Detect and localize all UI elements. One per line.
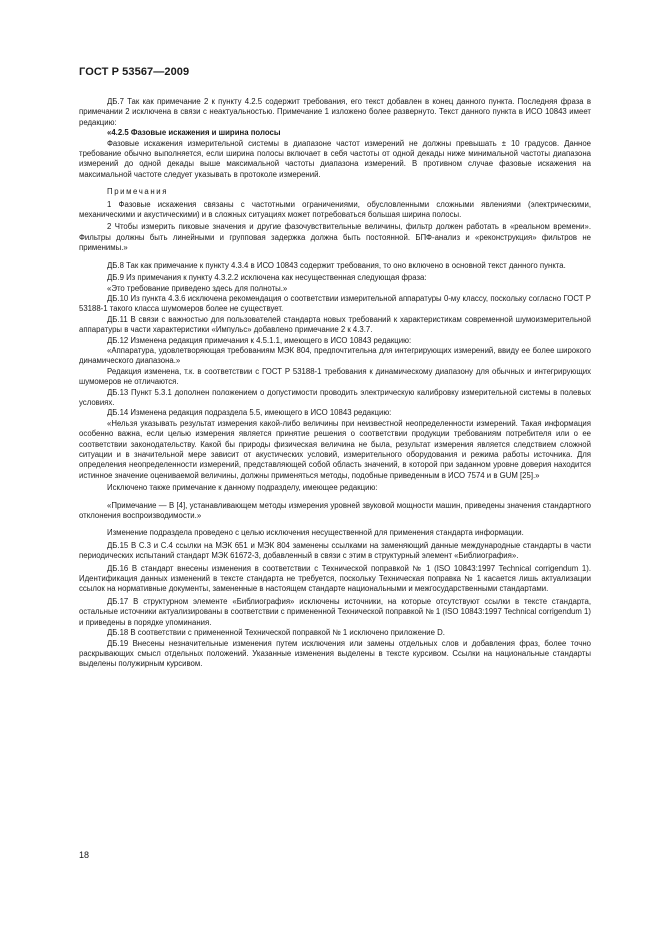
paragraph-db13: ДБ.13 Пункт 5.3.1 дополнен положением о допустимости проводить электрическую калибровку измерительной системы в полевых условиях.: [79, 387, 591, 407]
paragraph-db16: ДБ.16 В стандарт внесены изменения в соответствии с Технической поправкой № 1 (ISO 10843:1997 Technical corrigendum 1). Идентификация данных изменений в тексте стандарта не требуется, поскольку Техническая поправка № 1 касается лишь актуализации ссылок на нормативные документы, замененные в настоящем стандарте национальными и межгосударственными стандартами.: [79, 563, 591, 594]
clause-heading-4-2-5: «4.2.5 Фазовые искажения и ширина полосы: [107, 128, 281, 138]
paragraph-db12: ДБ.12 Изменена редакция примечания к 4.5.1.1, имеющего в ИСО 10843 редакцию:: [107, 335, 412, 345]
document-header: ГОСТ Р 53567—2009: [79, 66, 190, 78]
paragraph-db14-note-quote: «Примечание — В [4], устанавливающем методы измерения уровней звуковой мощности машин, приведены значения стандартного отклонения воспроизводимости.»: [79, 500, 591, 521]
paragraph-db15: ДБ.15 В С.3 и С.4 ссылки на МЭК 651 и МЭК 804 заменены ссылками на заменяющий данные международные стандарты в части периодических испытаний стандарт МЭК 61672-3, добавленный в связи с этим в структурный элемент «Библиография».: [79, 540, 591, 561]
note-2: 2 Чтобы измерить пиковые значения и другие фазочувствительные величины, фильтр должен работать в «реальном времени». Фильтры должны быть линейными и групповая задержка должна быть постоянной. БПФ-анализ и «реконструкция» фильтров не применимы.»: [79, 222, 591, 253]
clause-text-4-2-5: Фазовые искажения измерительной системы в диапазоне частот измерений не должны превышать ± 10 градусов. Данное требование обычно выполняется, если ширина полосы включает в себя частоты от одной декады ниже минимальной частоты диапазона измерений до одной декады выше максимальной частоты диапазона измерений. В противном случае фазовые искажения на максимальной частоте следует указывать в протоколе измерений.: [79, 138, 591, 179]
paragraph-db12-change: Редакция изменена, т.к. в соответствии с ГОСТ Р 53188-1 требования к динамическому диапазону для обычных и интегрирующих шумомеров не отличаются.: [79, 366, 591, 387]
paragraph-db10: ДБ.10 Из пункта 4.3.6 исключена рекомендация о соответствии измерительной аппаратуры 0-му классу, поскольку согласно ГОСТ Р 53188-1 такого класса шумомеров более не существует.: [79, 293, 591, 314]
document-body: [79, 97, 591, 670]
paragraph-db14: ДБ.14 Изменена редакция подраздела 5.5, имеющего в ИСО 10843 редакцию:: [107, 408, 392, 418]
paragraph-db12-quote: «Аппаратура, удовлетворяющая требованиям МЭК 804, предпочтительна для интегрирующих измерений, ввиду ее более широкого динамического диапазона.»: [79, 345, 591, 366]
paragraph-db14-note-intro: Исключено также примечание к данному подразделу, имеющее редакцию:: [107, 483, 378, 493]
paragraph-db8: ДБ.8 Так как примечание к пункту 4.3.4 в ИСО 10843 содержит требования, то оно включено в основной текст данного пункта.: [107, 260, 566, 270]
paragraph-db17: ДБ.17 В структурном элементе «Библиография» исключены источники, на которые отсутствуют ссылки в тексте стандарта, остальные источники актуализированы в соответствии с примененной Технической поправкой № 1 (ISO 10843:1997 Technical corrigendum 1) и приведены в порядке упоминания.: [79, 596, 591, 627]
paragraph-db9-quote: «Это требование приведено здесь для полноты.»: [107, 283, 288, 293]
paragraph-db14-reason: Изменение подраздела проведено с целью исключения несущественной для применения стандарта информации.: [107, 528, 524, 538]
paragraph-db11: ДБ.11 В связи с важностью для пользователей стандарта новых требований к характеристикам современной шумоизмерительной аппаратуры в части характеристики «Импульс» добавлено примечание 2 к 4.3.7.: [79, 314, 591, 335]
paragraph-db18: ДБ.18 В соответствии с примененной Технической поправкой № 1 исключено приложение D.: [107, 628, 445, 638]
note-1: 1 Фазовые искажения связаны с частотными ограничениями, обусловленными сложными явлениями (электрическими, механическими и акустическими) и в сложных ситуациях может потребоваться большая ширина полосы.: [79, 199, 591, 220]
page-number: 18: [79, 850, 90, 860]
paragraph-db14-quote: «Нельзя указывать результат измерения какой-либо величины при неизвестной неопределенности измерений. Такая информация особенно важна, если целью измерения является принятие решения о соответствии продукции требованиям потребителя или о ее соответствии законодательству. Какой бы природы физическая величина не была, результат измерения является следствием сложной ситуации и в значительной мере зависит от акустических условий, измерительного оборудования и режима работы источника. Для определения неопределенности измерений, представляющей собой область значений, в которой при заданном уровне доверия находится истинное значение оцениваемой величины, должны применяться методы, подобные приведенным в ИСО 7574 и в GUM [25].»: [79, 418, 591, 480]
paragraph-db19: ДБ.19 Внесены незначительные изменения путем исключения или замены отдельных слов и добавления фраз, более точно раскрывающих смысл отдельных положений. Указанные изменения выделены в тексте курсивом. Ссылки на национальные стандарты выделены полужирным курсивом.: [79, 638, 591, 669]
notes-heading: Примечания: [107, 187, 169, 197]
paragraph-db9: ДБ.9 Из примечания к пункту 4.3.2.2 исключена как несущественная следующая фраза:: [107, 273, 427, 283]
paragraph-db7: ДБ.7 Так как примечание 2 к пункту 4.2.5 содержит требования, его текст добавлен в конец данного пункта. Последняя фраза в примечании 2 исключена в связи с неактуальностью. Примечание 1 изложено более развернуто. Текст данного пункта в ИСО 10843 имеет редакцию:: [79, 97, 591, 127]
